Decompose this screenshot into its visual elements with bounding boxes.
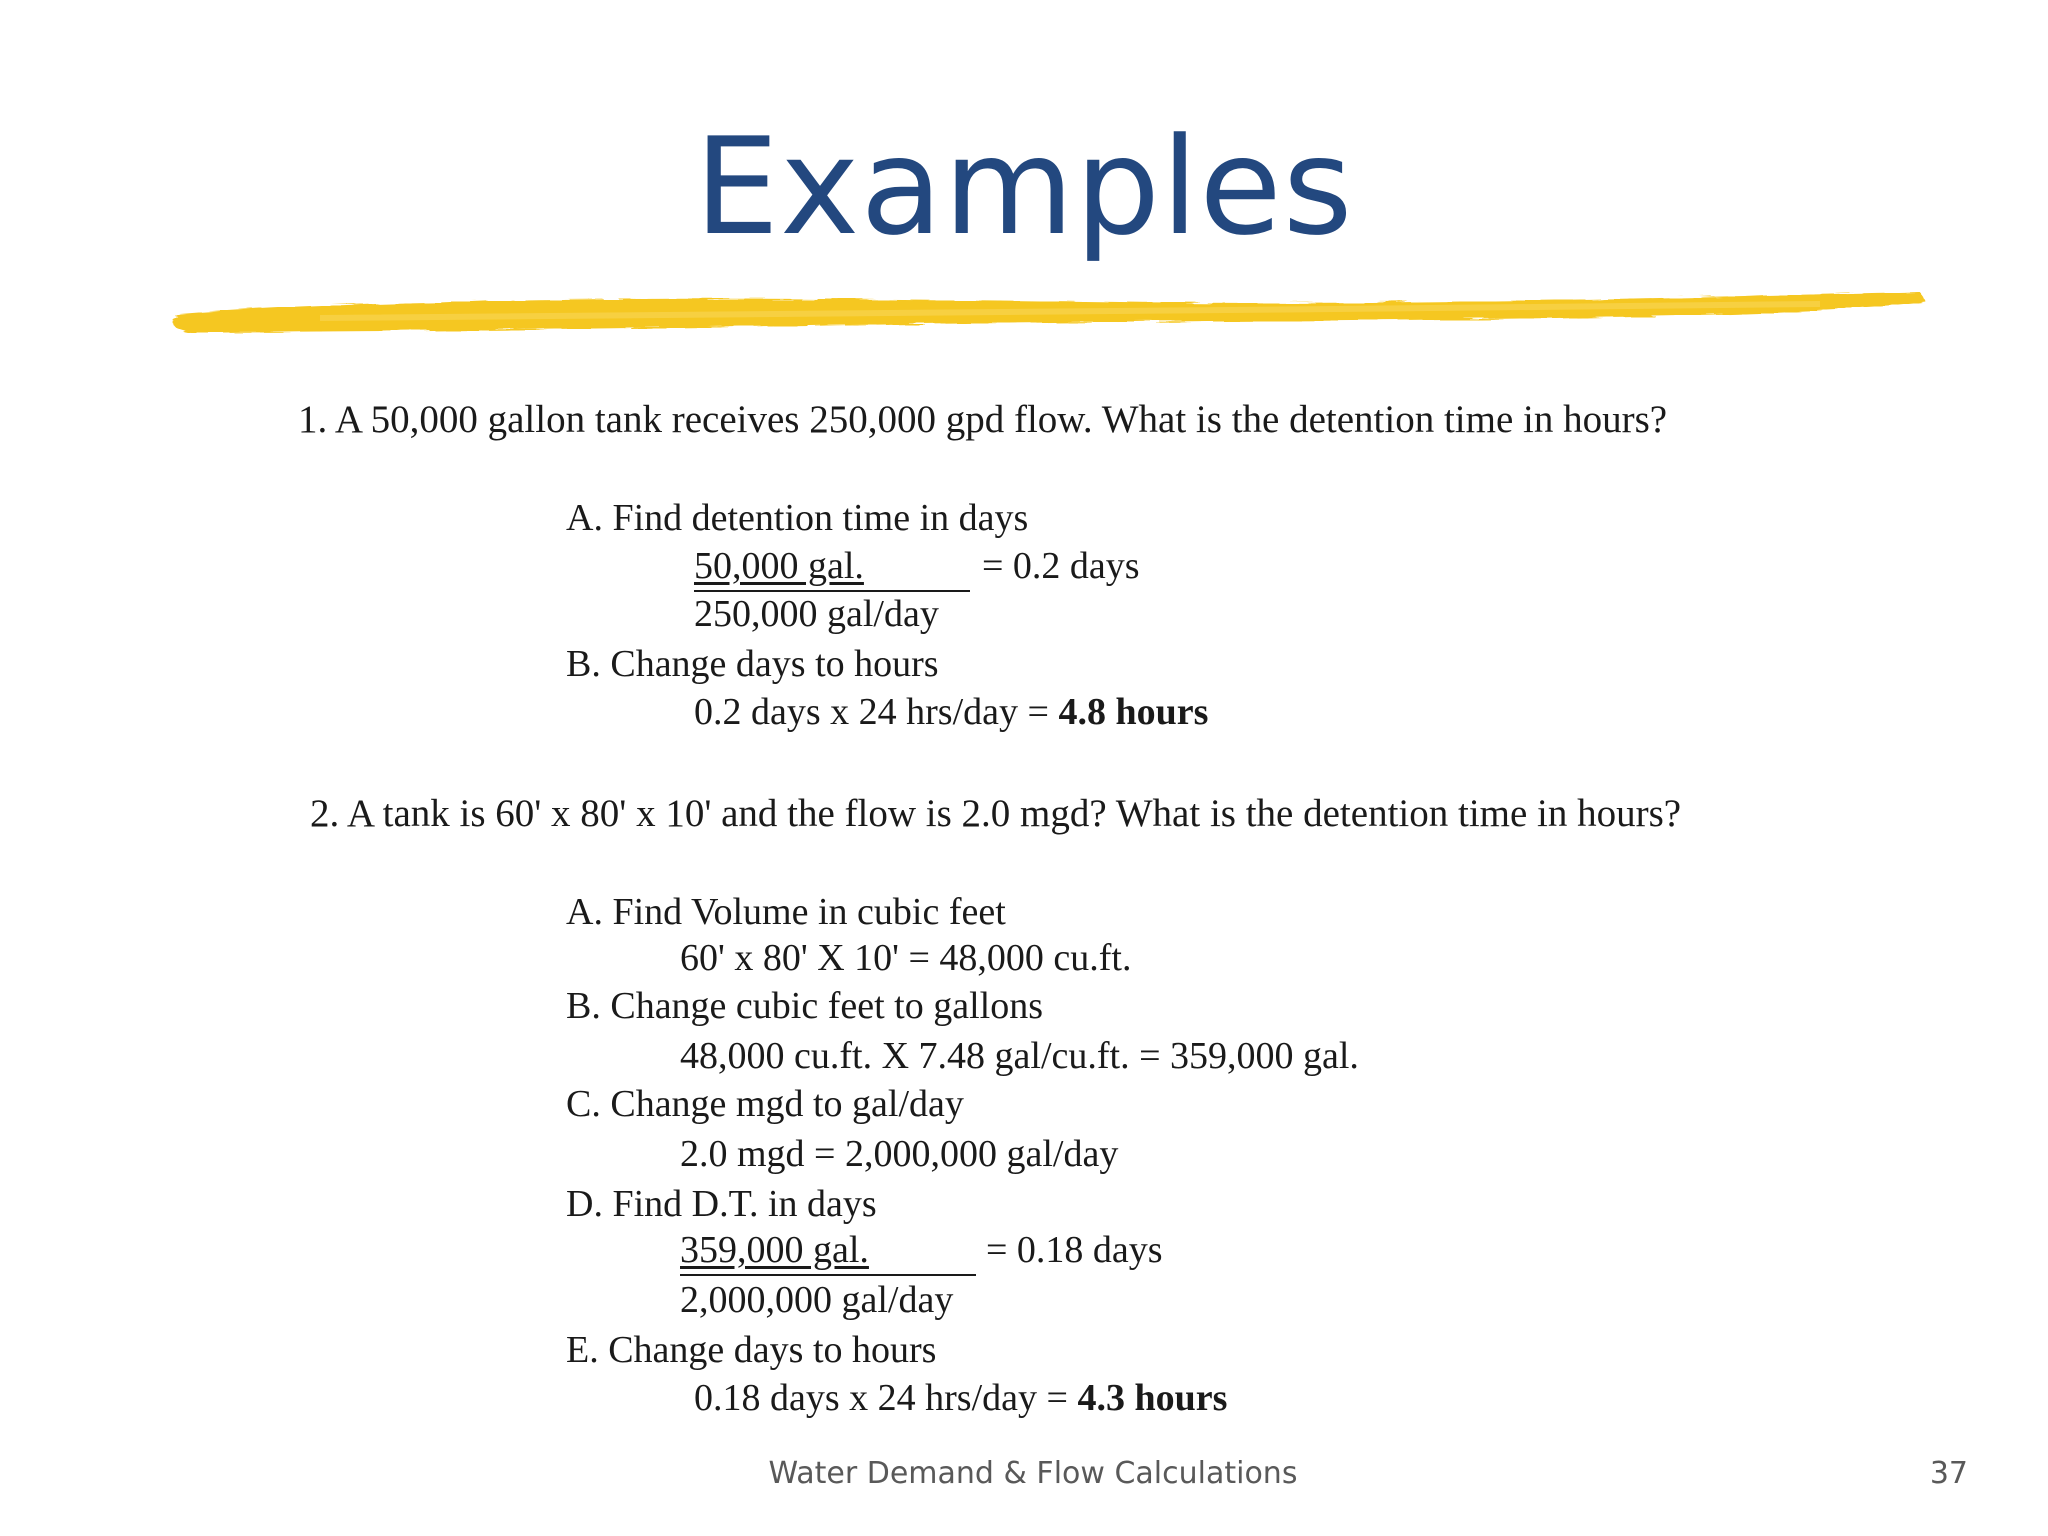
example1-b-answer: 4.8 hours bbox=[1058, 691, 1209, 733]
title-highlight-stroke bbox=[120, 272, 1950, 352]
example2-e-answer: 4.3 hours bbox=[1077, 1377, 1228, 1419]
example2-d-numerator: 359,000 gal. bbox=[680, 1226, 976, 1276]
footer-caption: Water Demand & Flow Calculations bbox=[768, 1456, 1298, 1491]
example1-a-numerator: 50,000 gal. bbox=[694, 542, 970, 592]
example2-step-e: E. Change days to hours bbox=[566, 1329, 937, 1371]
example2-d-result: = 0.18 days bbox=[986, 1229, 1163, 1271]
page-number: 37 bbox=[1929, 1456, 1968, 1491]
example2-e-line bbox=[694, 1374, 1227, 1422]
example2-e-calc: 0.18 days x 24 hrs/day = bbox=[694, 1377, 1078, 1419]
example1-b-line bbox=[694, 688, 1208, 736]
example2-c-calc: 2.0 mgd = 2,000,000 gal/day bbox=[680, 1133, 1119, 1175]
example2-step-a: A. Find Volume in cubic feet bbox=[566, 891, 1006, 933]
example2-question: 2. A tank is 60' x 80' x 10' and the flow is 2.0 mgd? What is the detention time in hours? bbox=[310, 792, 1682, 835]
example2-step-b: B. Change cubic feet to gallons bbox=[566, 985, 1043, 1027]
example2-d-denominator: 2,000,000 gal/day bbox=[680, 1279, 954, 1321]
example2-step-c: C. Change mgd to gal/day bbox=[566, 1083, 964, 1125]
example1-a-denominator: 250,000 gal/day bbox=[694, 593, 939, 635]
slide-title: Examples bbox=[694, 109, 1354, 265]
example1-b-calc: 0.2 days x 24 hrs/day = bbox=[694, 691, 1059, 733]
example2-a-calc: 60' x 80' X 10' = 48,000 cu.ft. bbox=[680, 937, 1132, 979]
example1-a-result: = 0.2 days bbox=[982, 545, 1140, 587]
example1-question: 1. A 50,000 gallon tank receives 250,000 gpd flow. What is the detention time in hours? bbox=[298, 398, 1668, 441]
example2-step-d: D. Find D.T. in days bbox=[566, 1183, 877, 1225]
example2-b-calc: 48,000 cu.ft. X 7.48 gal/cu.ft. = 359,000 gal. bbox=[680, 1035, 1359, 1077]
example1-step-a: A. Find detention time in days bbox=[566, 497, 1029, 539]
example1-step-b: B. Change days to hours bbox=[566, 643, 939, 685]
